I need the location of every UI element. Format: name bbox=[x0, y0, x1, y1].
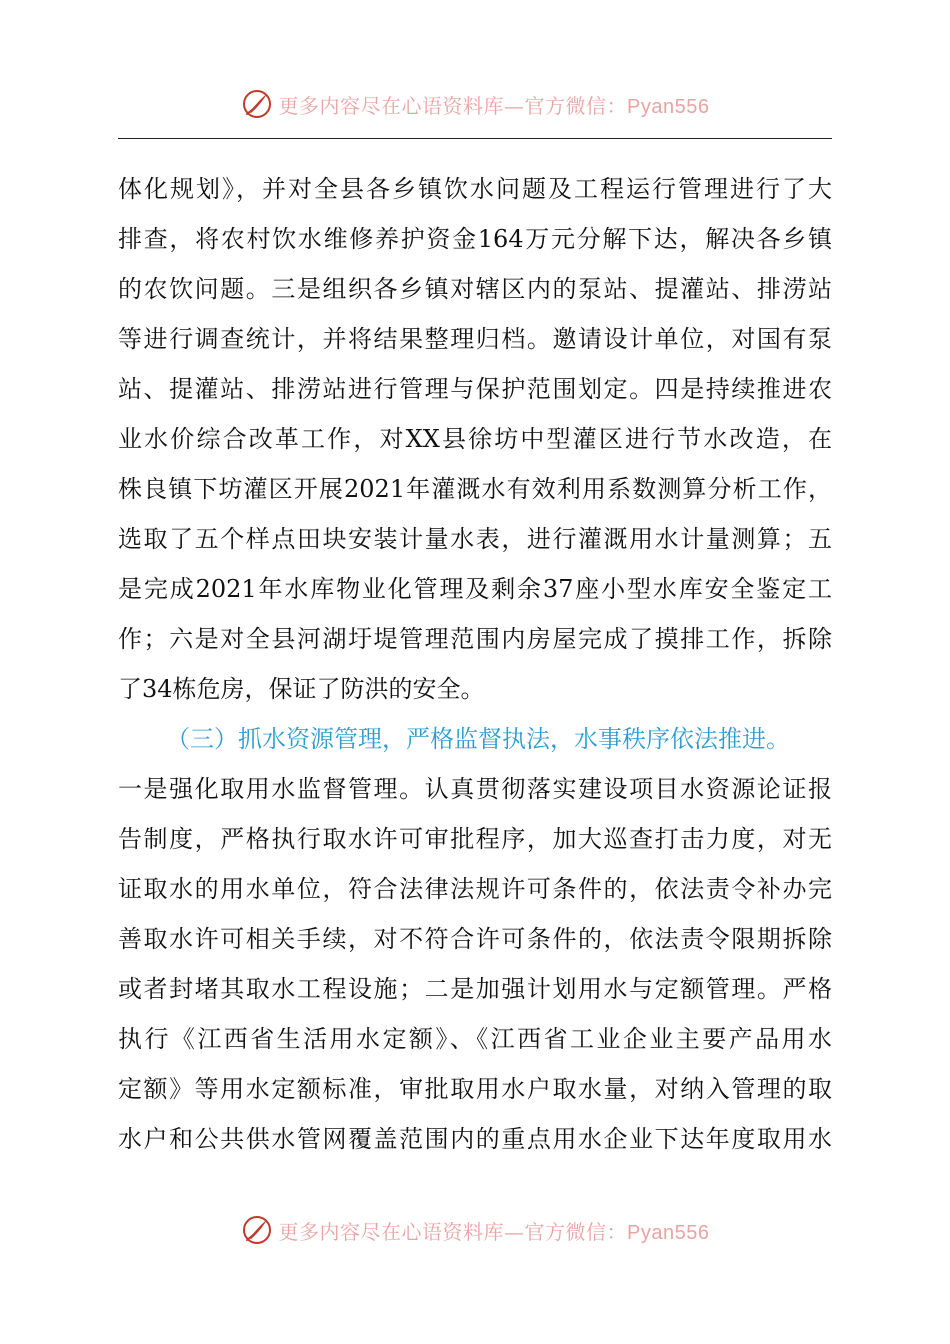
header-separator: — bbox=[504, 93, 525, 118]
document-body bbox=[118, 164, 832, 1164]
footer-banner-text bbox=[279, 1216, 710, 1245]
text-line: 定额》等用水定额标准，审批取用水户取水量，对纳入管理的取 bbox=[118, 1075, 832, 1103]
footer-contact-label: 官方微信： bbox=[524, 1219, 628, 1244]
header-contact-label: 官方微信： bbox=[524, 93, 628, 118]
text-line: 执行《江西省生活用水定额》、《江西省工业企业主要产品用水 bbox=[118, 1025, 832, 1053]
text-line: 证取水的用水单位，符合法律法规许可条件的，依法责令补办完 bbox=[118, 875, 832, 903]
text-line: 体化规划》，并对全县各乡镇饮水问题及工程运行管理进行了大 bbox=[118, 175, 832, 203]
footer-contact-value: Pyan556 bbox=[627, 1221, 710, 1244]
quill-logo-icon bbox=[241, 88, 273, 120]
text-line: 的农饮问题。三是组织各乡镇对辖区内的泵站、提灌站、排涝站 bbox=[118, 275, 832, 303]
header-contact-value: Pyan556 bbox=[627, 95, 710, 118]
text-line: 作；六是对全县河湖圩堤管理范围内房屋完成了摸排工作，拆除 bbox=[118, 625, 832, 653]
text-line: 了34栋危房，保证了防洪的安全。 bbox=[118, 675, 485, 703]
header-watermark bbox=[0, 84, 950, 124]
text-line: 等进行调查统计，并将结果整理归档。邀请设计单位，对国有泵 bbox=[118, 325, 832, 353]
text-line: 业水价综合改革工作，对XX县徐坊中型灌区进行节水改造，在 bbox=[118, 425, 832, 453]
header-divider bbox=[118, 138, 832, 139]
footer-separator: — bbox=[504, 1219, 525, 1244]
footer-brand: 更多内容尽在心语资料库 bbox=[278, 1219, 505, 1244]
text-line: 株良镇下坊灌区开展2021年灌溉水有效利用系数测算分析工作， bbox=[118, 475, 832, 503]
header-brand: 更多内容尽在心语资料库 bbox=[278, 93, 505, 118]
footer-watermark bbox=[0, 1210, 950, 1250]
text-line: 站、提灌站、排涝站进行管理与保护范围划定。四是持续推进农 bbox=[118, 375, 832, 403]
text-line: 善取水许可相关手续，对不符合许可条件的，依法责令限期拆除 bbox=[118, 925, 832, 953]
text-line: 水户和公共供水管网覆盖范围内的重点用水企业下达年度取用水 bbox=[118, 1125, 832, 1153]
text-line: 一是强化取用水监督管理。认真贯彻落实建设项目水资源论证报 bbox=[118, 775, 832, 803]
text-line: 选取了五个样点田块安装计量水表，进行灌溉用水计量测算；五 bbox=[118, 525, 832, 553]
section-heading: （三）抓水资源管理，严格监督执法，水事秩序依法推进。 bbox=[166, 725, 790, 753]
quill-logo-icon bbox=[241, 1214, 273, 1246]
text-line: 或者封堵其取水工程设施；二是加强计划用水与定额管理。严格 bbox=[118, 975, 832, 1003]
header-banner-text bbox=[279, 90, 710, 119]
text-line: 是完成2021年水库物业化管理及剩余37座小型水库安全鉴定工 bbox=[118, 575, 832, 603]
text-line: 排查，将农村饮水维修养护资金164万元分解下达，解决各乡镇 bbox=[118, 225, 832, 253]
text-line: 告制度，严格执行取水许可审批程序，加大巡查打击力度，对无 bbox=[118, 825, 832, 853]
